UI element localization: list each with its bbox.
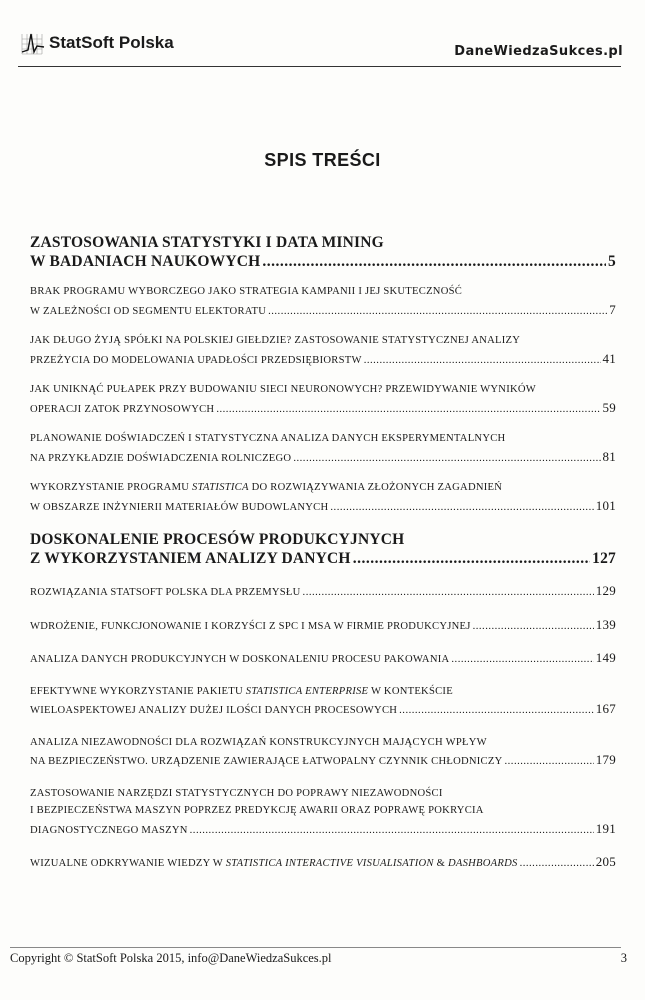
entry-page-number: 81 — [602, 448, 616, 464]
entry-title-line: W ZALEŻNOŚCI OD SEGMENTU ELEKTORATU — [30, 305, 267, 317]
toc-entry — [30, 332, 616, 369]
toc-entry — [30, 430, 616, 467]
dot-leader — [505, 753, 594, 771]
section-title-line: Z WYKORZYSTANIEM ANALIZY DANYCH — [30, 550, 351, 567]
copyright-text: Copyright © StatSoft Polska 2015, info@DaneWiedzaSukces.pl — [10, 951, 332, 965]
entry-title-line: PLANOWANIE DOŚWIADCZEŃ I STATYSTYCZNA ANALIZA DANYCH EKSPERYMENTALNYCH — [30, 433, 506, 444]
page-title: SPIS TREŚCI — [264, 150, 381, 170]
entry-page-number: 179 — [595, 752, 616, 767]
dot-leader — [303, 584, 594, 602]
toc-section — [30, 530, 616, 568]
entry-title-line: DIAGNOSTYCZNEGO MASZYN — [30, 824, 188, 836]
logo-grid-chart-icon — [20, 30, 46, 56]
entry-title-line: JAK UNIKNĄĆ PUŁAPEK PRZY BUDOWANIU SIECI NEURONOWYCH? PRZEWIDYWANIE WYNIKÓW — [30, 384, 537, 395]
entry-title-line: WDROŻENIE, FUNKCJONOWANIE I KORZYŚCI Z SPC I MSA W FIRMIE PRODUKCYJNEJ — [30, 620, 471, 632]
dot-leader — [364, 352, 601, 370]
toc-entry — [30, 683, 616, 720]
dot-leader — [262, 252, 606, 271]
section-page-number: 127 — [592, 550, 616, 567]
entry-title-line: WIZUALNE ODKRYWANIE WIEDZY W STATISTICA INTERACTIVE VISUALISATION & DASHBOARDS — [30, 858, 518, 869]
entry-title-line: NA BEZPIECZEŃSTWO. URZĄDZENIE ZAWIERAJĄCE ŁATWOPALNY CZYNNIK CHŁODNICZY — [30, 756, 503, 767]
dot-leader — [399, 702, 594, 720]
toc-entry — [30, 582, 616, 602]
dot-leader — [216, 401, 600, 419]
statsoft-logo — [20, 30, 174, 56]
entry-page-number: 7 — [609, 301, 616, 317]
toc-entry — [30, 649, 616, 669]
entry-title-line: OPERACJI ZATOK PRZYNOSOWYCH — [30, 403, 215, 415]
dot-leader — [451, 651, 593, 669]
header-divider — [18, 66, 621, 67]
dot-leader — [293, 450, 600, 468]
entry-page-number: 191 — [595, 820, 616, 836]
entry-page-number: 167 — [595, 701, 616, 716]
dot-leader — [330, 499, 593, 517]
entry-page-number: 41 — [602, 350, 616, 366]
entry-title-line: ANALIZA DANYCH PRODUKCYJNYCH W DOSKONALENIU PROCESU PAKOWANIA — [30, 654, 450, 665]
entry-page-number: 129 — [595, 583, 616, 598]
toc-entry — [30, 479, 616, 516]
dot-leader — [473, 618, 594, 636]
entry-page-number: 59 — [602, 399, 616, 415]
entry-title-line: ROZWIĄZANIA STATSOFT POLSKA DLA PRZEMYSŁU — [30, 587, 301, 598]
toc-section — [30, 233, 616, 271]
entry-title-line: W OBSZARZE INŻYNIERII MATERIAŁÓW BUDOWLANYCH — [30, 501, 329, 513]
toc-entry — [30, 283, 616, 320]
toc-entry — [30, 785, 616, 840]
section-title-line: DOSKONALENIE PROCESÓW PRODUKCYJNYCH — [30, 531, 405, 548]
entry-title-line: JAK DŁUGO ŻYJĄ SPÓŁKI NA POLSKIEJ GIEŁDZIE? ZASTOSOWANIE STATYSTYCZNEJ ANALIZY — [30, 335, 521, 346]
toc-entry — [30, 616, 616, 636]
logo-text: StatSoft Polska — [49, 33, 174, 52]
page-number: 3 — [620, 951, 627, 965]
entry-title-line: PRZEŻYCIA DO MODELOWANIA UPADŁOŚCI PRZEDSIĘBIORSTW — [30, 354, 362, 366]
dot-leader — [268, 303, 607, 321]
section-title-line: W BADANIACH NAUKOWYCH — [30, 253, 261, 270]
page-header — [20, 26, 623, 66]
entry-title-line: ANALIZA NIEZAWODNOŚCI DLA ROZWIĄZAŃ KONSTRUKCYJNYCH MAJĄCYCH WPŁYW — [30, 736, 487, 748]
entry-title-line: WIELOASPEKTOWEJ ANALIZY DUŻEJ ILOŚCI DANYCH PROCESOWYCH — [30, 705, 398, 716]
toc-entry — [30, 381, 616, 418]
entry-title-line: EFEKTYWNE WYKORZYSTANIE PAKIETU STATISTICA ENTERPRISE W KONTEKŚCIE — [30, 685, 453, 697]
toc-entry — [30, 734, 616, 771]
dot-leader — [353, 549, 590, 568]
entry-title-line: WYKORZYSTANIE PROGRAMU STATISTICA DO ROZWIĄZYWANIA ZŁOŻONYCH ZAGADNIEŃ — [30, 482, 503, 493]
entry-title-line: I BEZPIECZEŃSTWA MASZYN POPRZEZ PREDYKCJĘ AWARII ORAZ POPRAWĘ POKRYCIA — [30, 805, 484, 816]
entry-page-number: 149 — [595, 650, 616, 665]
toc-entry — [30, 853, 616, 873]
footer-divider — [10, 947, 621, 948]
entry-title-line: ZASTOSOWANIE NARZĘDZI STATYSTYCZNYCH DO POPRAWY NIEZAWODNOŚCI — [30, 787, 443, 799]
site-name: DaneWiedzaSukces.pl — [454, 44, 623, 59]
entry-page-number: 101 — [595, 497, 616, 513]
table-of-contents — [30, 233, 616, 873]
entry-title-line: NA PRZYKŁADZIE DOŚWIADCZENIA ROLNICZEGO — [30, 452, 292, 464]
entry-page-number: 205 — [595, 854, 616, 869]
entry-title-line: BRAK PROGRAMU WYBORCZEGO JAKO STRATEGIA KAMPANII I JEJ SKUTECZNOŚĆ — [30, 286, 463, 297]
dot-leader — [520, 855, 594, 873]
entry-page-number: 139 — [595, 616, 616, 632]
section-title-line: ZASTOSOWANIA STATYSTYKI I DATA MINING — [30, 234, 384, 251]
dot-leader — [190, 822, 594, 840]
section-page-number: 5 — [608, 253, 616, 270]
